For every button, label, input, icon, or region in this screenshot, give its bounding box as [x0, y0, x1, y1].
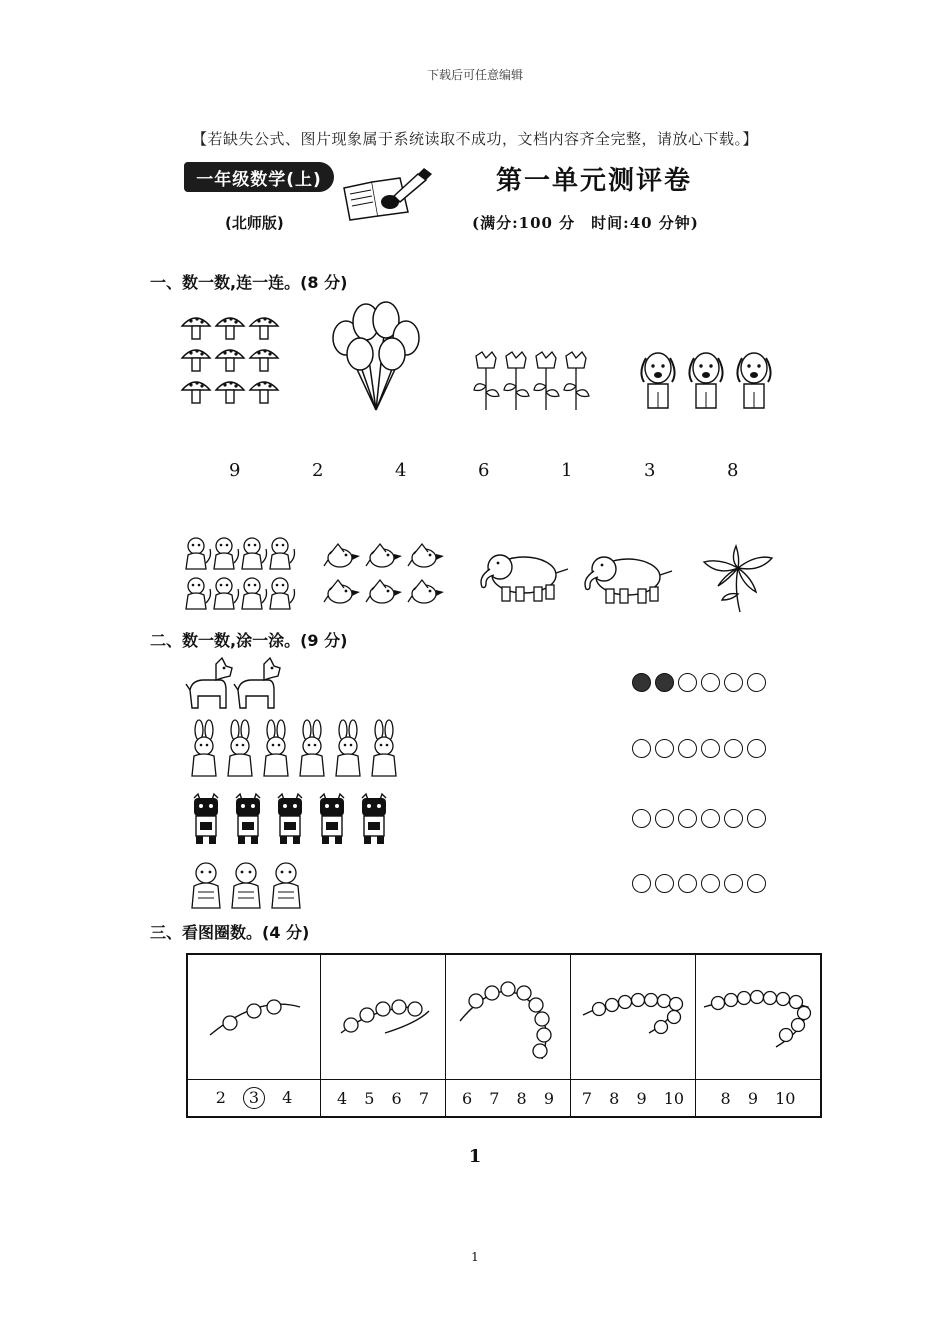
mushroom-icon — [250, 349, 278, 371]
balloon-icon — [379, 338, 405, 370]
flower-icon — [534, 352, 559, 410]
mushroom-icon — [182, 381, 210, 403]
answer-option[interactable]: 7 — [489, 1088, 500, 1108]
dog-icon — [737, 353, 770, 408]
color-circles-row-3 — [632, 809, 766, 828]
monkey-icon — [214, 538, 239, 569]
answer-options-cell — [446, 1080, 571, 1118]
color-circle[interactable] — [747, 673, 766, 692]
monkey-icon — [270, 578, 295, 609]
bead-string-9 — [571, 955, 695, 1075]
bird-icon — [366, 580, 402, 603]
dog-group-2 — [184, 656, 284, 710]
answer-options-cell — [571, 1080, 696, 1118]
monkey-group-2 — [188, 860, 308, 910]
section-2-title: 二、数一数,涂一涂。(9 分) — [150, 631, 348, 650]
color-circle[interactable] — [678, 809, 697, 828]
bird-icon — [324, 544, 360, 567]
color-circle[interactable] — [632, 809, 651, 828]
cow-icon — [236, 794, 260, 844]
bead-string-5 — [321, 955, 445, 1075]
bird-icon — [408, 544, 444, 567]
missing-content-notice: 【若缺失公式、图片现象属于系统读取不成功，文档内容齐全完整，请放心下载。】 — [191, 130, 758, 148]
bird-icon — [324, 580, 360, 603]
answer-option-circled[interactable]: 3 — [243, 1087, 265, 1109]
answer-option[interactable]: 10 — [663, 1088, 685, 1108]
cow-group — [186, 792, 406, 846]
elephant-icon — [585, 557, 672, 603]
monkey-group-1 — [182, 535, 300, 615]
flower-group — [470, 350, 590, 412]
dog-icon — [234, 658, 280, 708]
section-3-title: 三、看图圈数。(4 分) — [150, 923, 310, 942]
balloon-icon — [347, 338, 373, 370]
elephant-group — [470, 545, 680, 607]
mushroom-icon — [216, 381, 244, 403]
color-circle[interactable] — [747, 809, 766, 828]
header-note: 下载后可任意编辑 — [426, 68, 523, 82]
lily-icon — [704, 546, 772, 612]
rabbit-icon — [336, 720, 360, 776]
edition-label: (北师版) — [225, 214, 284, 232]
color-circle[interactable] — [655, 673, 674, 692]
mushroom-icon — [250, 381, 278, 403]
color-circles-row-1 — [632, 673, 766, 692]
color-circle[interactable] — [701, 874, 720, 893]
rabbit-icon — [300, 720, 324, 776]
number-choices — [222, 460, 762, 486]
color-circle[interactable] — [701, 673, 720, 692]
answer-option[interactable]: 9 — [636, 1088, 647, 1108]
flower-icon — [504, 352, 529, 410]
monkey-icon — [192, 863, 220, 908]
cow-icon — [362, 794, 386, 844]
dog-group-1 — [636, 346, 782, 412]
color-circle[interactable] — [678, 673, 697, 692]
color-circles-row-2 — [632, 739, 766, 758]
color-circles-row-4 — [632, 874, 766, 893]
monkey-icon — [214, 578, 239, 609]
score-time-info: (满分:100 分 时间:40 分钟) — [472, 214, 699, 232]
monkey-icon — [272, 863, 300, 908]
answer-option[interactable]: 6 — [461, 1088, 473, 1108]
color-circle[interactable] — [655, 809, 674, 828]
answer-option[interactable]: 9 — [543, 1088, 555, 1108]
color-circle[interactable] — [724, 874, 743, 893]
number-choice: 1 — [561, 460, 573, 481]
color-circle[interactable] — [724, 809, 743, 828]
mushroom-icon — [250, 317, 278, 339]
bead-picture-cell — [571, 954, 696, 1080]
mushroom-icon — [216, 349, 244, 371]
mushroom-icon — [216, 317, 244, 339]
answer-option[interactable]: 10 — [775, 1088, 796, 1108]
color-circle[interactable] — [701, 809, 720, 828]
answer-option[interactable]: 9 — [747, 1088, 758, 1108]
rabbit-icon — [192, 720, 216, 776]
rabbit-icon — [264, 720, 288, 776]
flower-icon — [564, 352, 589, 410]
color-circle[interactable] — [724, 673, 743, 692]
color-circle[interactable] — [632, 673, 651, 692]
number-choice: 2 — [312, 460, 324, 481]
monkey-icon — [242, 538, 267, 569]
mushroom-group — [180, 312, 290, 412]
bird-group — [322, 540, 450, 612]
section-1-title: 一、数一数,连一连。(8 分) — [150, 273, 348, 292]
answer-option[interactable]: 8 — [609, 1088, 620, 1108]
answer-option[interactable]: 6 — [391, 1088, 402, 1108]
book-pen-icon — [338, 168, 434, 222]
rabbit-icon — [228, 720, 252, 776]
flower-icon — [474, 352, 499, 410]
number-choice: 6 — [478, 460, 490, 481]
color-circle[interactable] — [655, 874, 674, 893]
mushroom-icon — [182, 317, 210, 339]
answer-options-cell — [321, 1080, 446, 1118]
bird-icon — [408, 580, 444, 603]
color-circle[interactable] — [655, 739, 674, 758]
bead-string-10 — [696, 955, 820, 1075]
color-circle[interactable] — [747, 874, 766, 893]
color-circle[interactable] — [678, 739, 697, 758]
page-number: 1 — [468, 1146, 482, 1167]
rabbit-icon — [372, 720, 396, 776]
monkey-icon — [186, 538, 211, 569]
monkey-icon — [186, 578, 211, 609]
color-circle[interactable] — [724, 739, 743, 758]
answer-option[interactable]: 5 — [364, 1088, 375, 1108]
bead-counting-table — [186, 953, 822, 1118]
number-choice: 3 — [644, 460, 656, 481]
answer-option[interactable]: 8 — [720, 1088, 731, 1108]
bead-picture-cell — [446, 954, 571, 1080]
rabbit-group — [186, 718, 412, 778]
dog-icon — [689, 353, 722, 408]
number-choice: 4 — [395, 460, 407, 481]
number-choice: 8 — [727, 460, 739, 481]
answer-option[interactable]: 8 — [516, 1088, 527, 1108]
page-title: 第一单元测评卷 — [496, 166, 693, 196]
answer-option[interactable]: 4 — [336, 1088, 348, 1108]
number-choice: 9 — [229, 460, 241, 481]
color-circle[interactable] — [701, 739, 720, 758]
balloon-group — [326, 298, 426, 413]
answer-option[interactable]: 2 — [215, 1088, 226, 1107]
bird-icon — [366, 544, 402, 567]
dog-icon — [186, 658, 232, 708]
color-circle[interactable] — [678, 874, 697, 893]
cow-icon — [320, 794, 344, 844]
bead-picture-cell — [187, 954, 321, 1080]
color-circle[interactable] — [632, 739, 651, 758]
cow-icon — [278, 794, 302, 844]
cow-icon — [194, 794, 218, 844]
footer-page-number: 1 — [471, 1250, 479, 1264]
color-circle[interactable] — [632, 874, 651, 893]
elephant-icon — [481, 555, 568, 601]
monkey-icon — [270, 538, 295, 569]
answer-option[interactable]: 7 — [581, 1088, 593, 1108]
monkey-icon — [242, 578, 267, 609]
dog-icon — [641, 353, 674, 408]
bead-string-3 — [188, 955, 320, 1075]
mushroom-icon — [182, 349, 210, 371]
answer-options-cell — [696, 1080, 822, 1118]
answer-options-cell — [187, 1080, 321, 1118]
bead-string-8 — [446, 955, 570, 1075]
color-circle[interactable] — [747, 739, 766, 758]
lily-group — [700, 538, 776, 614]
grade-badge: 一年级数学(上) — [184, 162, 334, 192]
monkey-icon — [232, 863, 260, 908]
answer-option[interactable]: 4 — [282, 1088, 293, 1107]
answer-option[interactable]: 7 — [418, 1088, 430, 1108]
bead-picture-cell — [696, 954, 822, 1080]
bead-picture-cell — [321, 954, 446, 1080]
